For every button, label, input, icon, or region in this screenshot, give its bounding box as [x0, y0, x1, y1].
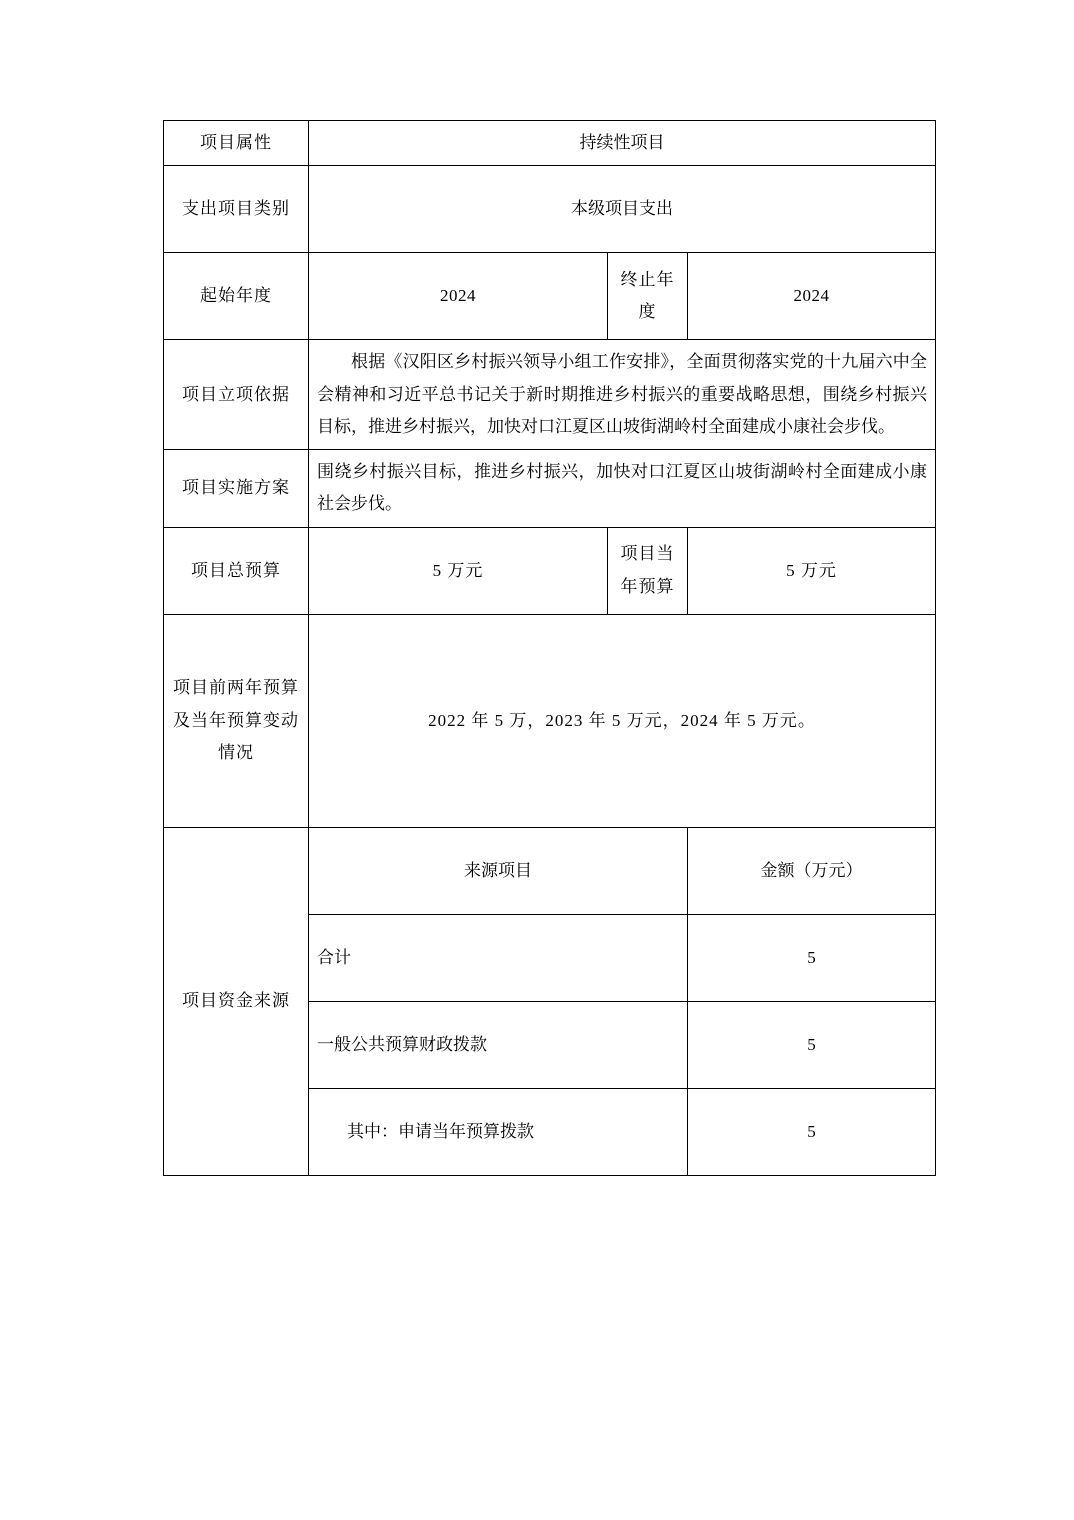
table-row — [164, 166, 936, 253]
expense-type-label: 支出项目类别 — [164, 166, 309, 253]
table-row — [164, 527, 936, 614]
table-row — [164, 253, 936, 340]
table-row — [164, 340, 936, 450]
implementation-plan-label: 项目实施方案 — [164, 450, 309, 528]
funding-source-amount: 5 — [688, 1088, 936, 1175]
current-year-budget-value: 5 万元 — [688, 527, 936, 614]
table-row — [164, 450, 936, 528]
start-year-label: 起始年度 — [164, 253, 309, 340]
project-basis-label: 项目立项依据 — [164, 340, 309, 450]
funding-source-name: 一般公共预算财政拨款 — [309, 1001, 688, 1088]
start-year-value: 2024 — [309, 253, 608, 340]
funding-header-source: 来源项目 — [309, 827, 688, 914]
table-row — [164, 827, 936, 914]
total-budget-label: 项目总预算 — [164, 527, 309, 614]
funding-header-amount: 金额（万元） — [688, 827, 936, 914]
current-year-budget-label: 项目当年预算 — [608, 527, 688, 614]
project-basis-value: 根据《汉阳区乡村振兴领导小组工作安排》，全面贯彻落实党的十九届六中全会精神和习近平总书记关于新时期推进乡村振兴的重要战略思想，围绕乡村振兴目标，推进乡村振兴，加快对口江夏区山坡街湖岭村全面建成小康社会步伐。 — [309, 340, 936, 450]
end-year-value: 2024 — [688, 253, 936, 340]
project-attribute-value: 持续性项目 — [309, 121, 936, 166]
funding-source-name: 其中：申请当年预算拨款 — [309, 1088, 688, 1175]
implementation-plan-value: 围绕乡村振兴目标，推进乡村振兴，加快对口江夏区山坡街湖岭村全面建成小康社会步伐。 — [309, 450, 936, 528]
funding-source-label: 项目资金来源 — [164, 827, 309, 1175]
total-budget-value: 5 万元 — [309, 527, 608, 614]
funding-source-amount: 5 — [688, 1001, 936, 1088]
end-year-label: 终止年度 — [608, 253, 688, 340]
funding-source-amount: 5 — [688, 914, 936, 1001]
project-attribute-label: 项目属性 — [164, 121, 309, 166]
table-row — [164, 121, 936, 166]
budget-history-label: 项目前两年预算及当年预算变动情况 — [164, 614, 309, 827]
table-row — [164, 614, 936, 827]
expense-type-value: 本级项目支出 — [309, 166, 936, 253]
budget-history-value: 2022 年 5 万，2023 年 5 万元，2024 年 5 万元。 — [309, 614, 936, 827]
funding-source-name: 合计 — [309, 914, 688, 1001]
project-info-table — [163, 120, 936, 1176]
